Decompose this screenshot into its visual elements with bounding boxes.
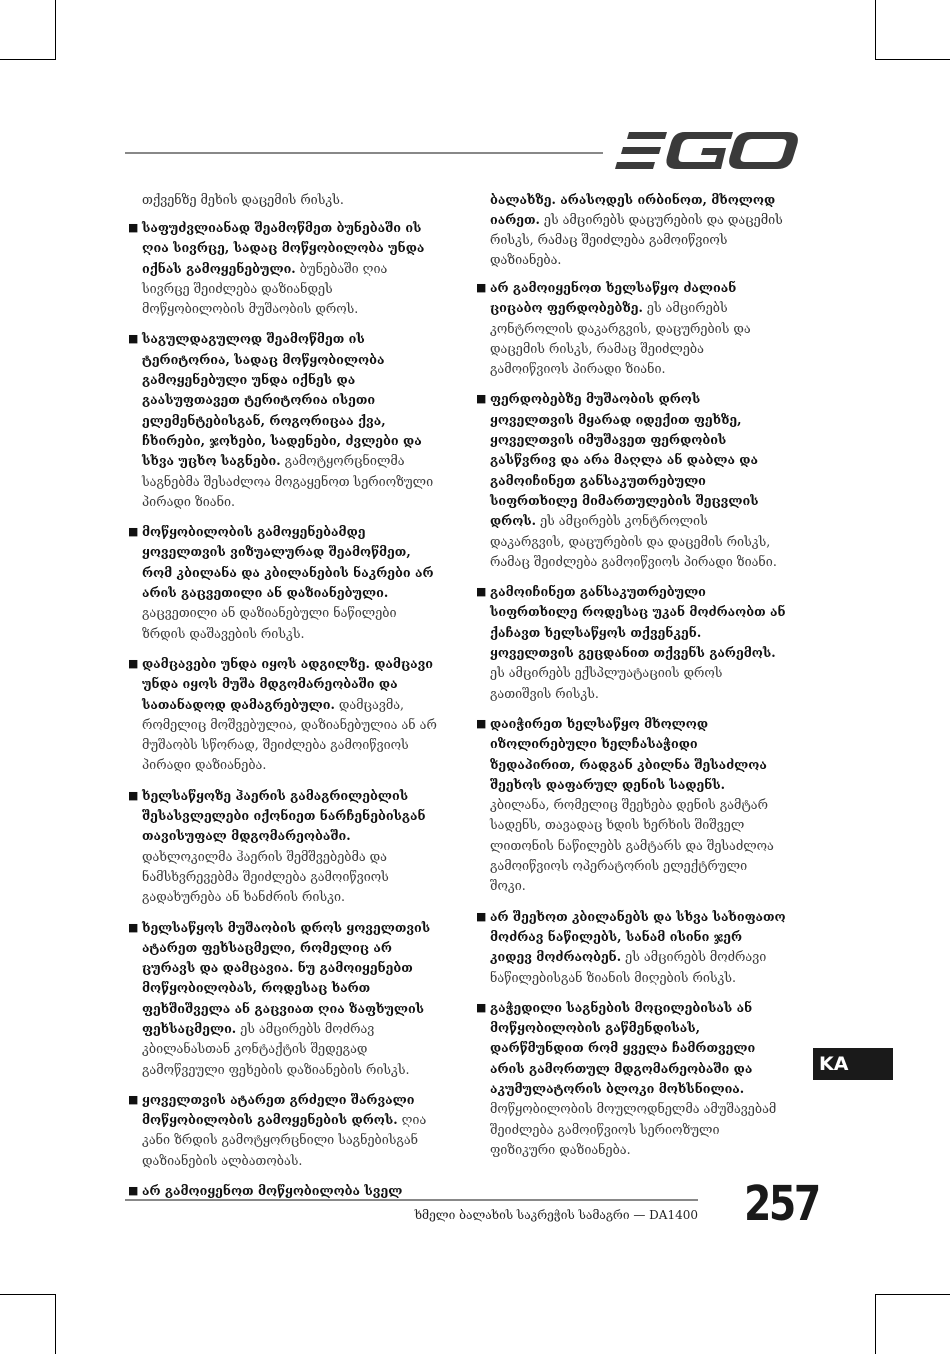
list-item — [476, 907, 786, 988]
item-bold-text: გაჭედილი საგნების მოცილებისას ან მოწყობილობის გაწმენდისას, დარწმუნდით რომ ყველა ჩამრთველი არის გამორთულ მდგომარეობაში და აკუმულატორის ბლოკი მოხსნილია. — [490, 999, 756, 1096]
item-bold-text: ხელსაწყოს მუშაობის დროს ყოველთვის ატარეთ ფეხსაცმელი, რომელიც არ ცურავს და დამცავია. ნუ გამოიყენებთ მოწყობილობას, როდესაც ხართ ფეხშიშველა ან გაცვიათ ღია ზაფხულის ფეხსაცმელი. — [142, 919, 431, 1036]
item-bold-text: საფუძვლიანად შეამოწმეთ ბუნებაში ის ღია სივრცე, სადაც მოწყობილობა უნდა იქნას გამოყენებული. — [142, 220, 425, 276]
crop-mark — [875, 59, 950, 60]
bullet-icon: ■ — [476, 392, 487, 406]
continued-text — [490, 190, 786, 270]
bullet-icon: ■ — [476, 585, 487, 599]
crop-mark — [55, 1294, 56, 1354]
item-text: ღია კანი ზრდის გამოტყორცნილი საგნებისგან დაზიანების ალბათობას. — [142, 1112, 427, 1168]
crop-mark — [875, 1294, 876, 1354]
crop-mark — [875, 1294, 950, 1295]
left-column — [128, 190, 438, 1211]
bullet-icon: ■ — [128, 656, 139, 670]
item-text: ეს ამცირებს მოძრავი ნაწილებისგან ზიანის მიღების რისკს. — [490, 949, 767, 985]
footer-text: ხმელი ბალახის საკრეჭის სამაგრი — DA1400 — [414, 1208, 698, 1222]
list-item — [128, 918, 438, 1080]
list-item — [476, 389, 786, 572]
bullet-icon: ■ — [128, 332, 139, 346]
item-text: გამოტყორცნილმა საგნებმა შესაძლოა მოგაყენოთ სერიოზული პირადი ზიანი. — [142, 453, 434, 509]
continued-bold-text: ბალახზე. არასოდეს ირბინოთ, მხოლოდ იარეთ. — [490, 192, 776, 227]
item-text: კბილანა, რომელიც შეეხება დენის გამტარ სადენს, თავადაც ხდის ხერხის შიშველ ლითონის ნაწილებს გამტარს და შესაძლოა გამოიწვიოს ოპერატორის ელექტრული შოკი. — [490, 797, 774, 894]
list-item — [476, 714, 786, 897]
bullet-icon: ■ — [128, 1184, 139, 1198]
item-bold-text: ყოველთვის ატარეთ გრძელი შარვალი მოწყობილობის გამოყენების დროს. — [142, 1091, 415, 1128]
list-item — [128, 1090, 438, 1171]
item-text: ეს ამცირებს მოძრავ კბილანასთან კონტაქტის შედეგად გამოწვეული ფეხების დაზიანების რისკს. — [142, 1020, 410, 1077]
footer-rule — [125, 1199, 698, 1201]
item-bold-text: ფერდობებზე მუშაობის დროს ყოველთვის მყარად იდექით ფეხზე, ყოველთვის იმუშავეთ ფერდობის გასწვრივ და არა მაღლა ან დაბლა და გამოიჩინეთ განსაკუთრებული სიფრთხილე მიმართულების შეცვლის დროს. — [490, 391, 759, 529]
item-bold-text: არ შეეხოთ კბილანებს და სხვა სახიფათო მოძრავ ნაწილებს, სანამ ისინი ჯერ კიდევ მოძრაობენ. — [490, 908, 786, 965]
item-bold-text: გამოიჩინეთ განსაკუთრებული სიფრთხილე როდესაც უკან მოძრაობთ ან ქაჩავთ ხელსაწყოს თქვენკენ. ყოველთვის გეცდანით თქვენს გარემოს. — [490, 584, 786, 661]
item-bold-text: არ გამოიყენოთ მოწყობილობა სველ — [142, 1183, 403, 1199]
list-item — [128, 329, 438, 512]
item-bold-text: საგულდაგულოდ შეამოწმეთ ის ტერიტორია, სადაც მოწყობილობა გამოყენებული უნდა იქნეს და გაასუფთავეთ ტერიტორია ისეთი ელემენტებისგან, როგორიცაა ქვა, ჩხირები, ჯოხები, სადენები, ძვლები და სხვა უცხო საგნები. — [142, 331, 422, 469]
crop-mark — [0, 1294, 56, 1295]
bullet-icon: ■ — [128, 788, 139, 802]
list-item — [128, 522, 438, 644]
continued-normal-text: ეს ამცირებს დაცურების და დაცემის რისკს, რამაც შეიძლება გამოიწვიოს დაზიანება. — [490, 212, 783, 267]
item-bold-text: დაიჭირეთ ხელსაწყო მხოლოდ იზოლირებული ხელჩასაჭიდი ზედაპირით, რადგან კბილნა შესაძლოა შეეხოს დაფარულ დენის სადენს. — [490, 715, 767, 792]
bullet-icon: ■ — [128, 1092, 139, 1106]
list-item — [476, 582, 786, 704]
bullet-icon: ■ — [476, 909, 487, 923]
list-item — [128, 654, 438, 776]
item-text: ბუნებაში ღია სივრცე შეიძლება დაზიანდეს მოწყობილობის მუშაობის დროს. — [142, 260, 388, 317]
bullet-icon: ■ — [128, 920, 139, 934]
bullet-icon: ■ — [476, 1000, 487, 1014]
right-column — [476, 190, 786, 1170]
bullet-icon: ■ — [476, 281, 487, 294]
ego-logo — [615, 130, 800, 172]
item-text: ეს ამცირებს კონტროლის დაკარგვის, დაცურების და დაცემის რისკს, რამაც შეიძლება გამოიწვიოს პირადი ზიანი. — [490, 513, 777, 569]
crop-mark — [55, 0, 56, 60]
item-text: ეს ამცირებს ექსპლუატაციის დროს გათიშვის რისკს. — [490, 665, 723, 701]
item-text: დახლოკილმა ჰაერის შემშვებებმა და ნამსხვრევებმა შეიძლება გამოიწვიოს გადახურება ან ხანძრის რისკი. — [142, 848, 389, 905]
list-item — [128, 786, 438, 908]
list-item — [128, 218, 438, 319]
item-text: გაცვეთილი ან დაზიანებული ნაწილები ზრდის დაშავების რისკს. — [142, 605, 397, 641]
item-bold-text: დამცავები უნდა იყოს ადგილზე. დამცავი უნდა იყოს მუშა მდგომარეობაში და სათანადოდ დამაგრებული. — [142, 655, 434, 712]
item-text: დამცავმა, რომელიც მოშვებულია, დაზიანებულია ან არ მუშაობს სწორად, შეიძლება გამოიწვიოს პირადი დაზიანება. — [142, 696, 437, 773]
bullet-icon: ■ — [128, 221, 139, 234]
bullet-icon: ■ — [476, 716, 487, 730]
language-tab: KA — [813, 1048, 893, 1080]
list-item — [476, 278, 786, 379]
list-item — [476, 998, 786, 1160]
header-rule — [125, 152, 603, 154]
item-text: ეს ამცირებს კონტროლის დაკარგვის, დაცურების და დაცემის რისკს, რამაც შეიძლება გამოიწვიოს პირადი ზიანი. — [490, 300, 751, 377]
crop-mark — [0, 59, 56, 60]
item-bold-text: ხელსაწყოზე ჰაერის გამაგრილებლის შესასვლელები იქონიეთ ნარჩენებისგან თავისუფალ მდგომარეობაში. — [142, 787, 426, 844]
bullet-icon: ■ — [128, 525, 139, 539]
continued-text: თქვენზე მეხის დაცემის რისკს. — [142, 192, 344, 207]
item-bold-text: არ გამოიყენოთ ხელსაწყო ძალიან ციცაბო ფერდობებზე. — [490, 280, 737, 316]
item-bold-text: მოწყობილობის გამოყენებამდე ყოველთვის ვიზუალურად შეამოწმეთ, რომ კბილანა და კბილანების ნაკრები არ არის გაცვეთილი ან დაზიანებული. — [142, 524, 434, 601]
crop-mark — [875, 0, 876, 60]
item-text: მოწყობილობის მოულოდნელმა ამუშავებამ შეიძლება გამოიწვიოს სერიოზული ფიზიკური დაზიანება. — [490, 1101, 777, 1157]
page-number: 257 — [744, 1176, 819, 1232]
